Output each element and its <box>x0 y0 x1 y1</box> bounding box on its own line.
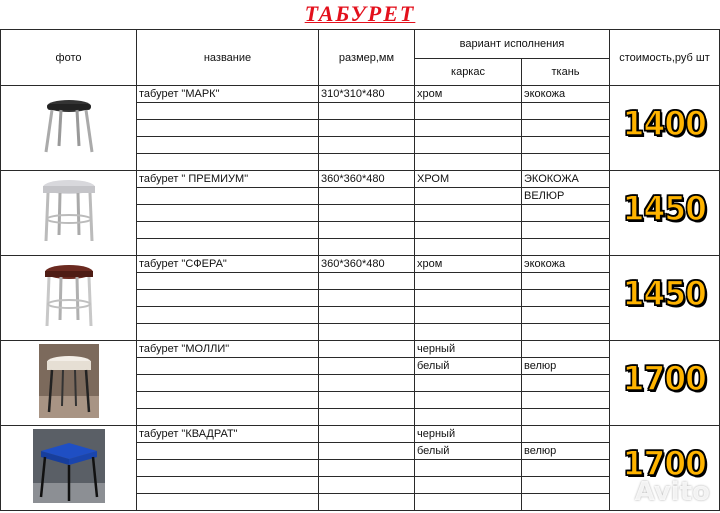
product-fabric-cell <box>522 103 610 120</box>
product-fabric-cell <box>522 307 610 324</box>
product-price-cell <box>610 256 720 341</box>
product-size-cell: 310*310*480 <box>319 86 415 103</box>
product-size-cell <box>319 120 415 137</box>
price-label: 1450 <box>622 189 707 229</box>
product-fabric-cell: ЭКОКОЖА <box>522 171 610 188</box>
product-fabric-cell <box>522 154 610 171</box>
product-size-cell <box>319 426 415 443</box>
product-name-cell <box>137 324 319 341</box>
product-fabric-cell <box>522 137 610 154</box>
product-size-cell <box>319 494 415 511</box>
product-size-cell <box>319 273 415 290</box>
product-frame-cell <box>415 239 522 256</box>
product-name-cell: табурет " ПРЕМИУМ" <box>137 171 319 188</box>
price-label: 1700 <box>622 444 707 484</box>
header-price: стоимость,руб шт <box>610 30 720 86</box>
product-photo <box>1 86 137 171</box>
product-size-cell <box>319 409 415 426</box>
product-frame-cell: черный <box>415 341 522 358</box>
product-fabric-cell <box>522 222 610 239</box>
product-fabric-cell <box>522 494 610 511</box>
product-name-cell <box>137 137 319 154</box>
product-size-cell <box>319 341 415 358</box>
product-fabric-cell <box>522 239 610 256</box>
product-fabric-cell <box>522 460 610 477</box>
product-size-cell <box>319 324 415 341</box>
product-photo <box>1 341 137 426</box>
product-name-cell <box>137 375 319 392</box>
product-name-cell <box>137 239 319 256</box>
product-name-cell <box>137 273 319 290</box>
stool-grey-seat-ring-icon <box>1 175 136 252</box>
product-frame-cell <box>415 477 522 494</box>
page-title: ТАБУРЕТ <box>304 1 416 26</box>
product-frame-cell <box>415 137 522 154</box>
product-size-cell <box>319 392 415 409</box>
product-name-cell: табурет "КВАДРАТ" <box>137 426 319 443</box>
price-label: 1700 <box>622 359 707 399</box>
product-fabric-cell <box>522 120 610 137</box>
product-fabric-cell: велюр <box>522 443 610 460</box>
product-size-cell <box>319 137 415 154</box>
header-frame: каркас <box>415 59 522 86</box>
product-frame-cell: белый <box>415 358 522 375</box>
product-frame-cell <box>415 154 522 171</box>
product-photo <box>1 426 137 511</box>
product-size-cell <box>319 239 415 256</box>
product-size-cell <box>319 443 415 460</box>
product-name-cell: табурет "СФЕРА" <box>137 256 319 273</box>
product-name-cell: табурет "МАРК" <box>137 86 319 103</box>
product-frame-cell <box>415 120 522 137</box>
product-name-cell <box>137 409 319 426</box>
product-size-cell <box>319 477 415 494</box>
product-size-cell <box>319 154 415 171</box>
product-name-cell <box>137 290 319 307</box>
product-frame-cell <box>415 307 522 324</box>
table-row <box>1 256 720 273</box>
product-fabric-cell: велюр <box>522 358 610 375</box>
product-name-cell <box>137 443 319 460</box>
product-frame-cell <box>415 494 522 511</box>
watermark: Avito <box>634 477 710 507</box>
table-row <box>1 171 720 188</box>
product-fabric-cell: экокожа <box>522 256 610 273</box>
product-frame-cell: ХРОМ <box>415 171 522 188</box>
product-photo <box>1 171 137 256</box>
product-name-cell <box>137 120 319 137</box>
header-row <box>1 30 720 59</box>
product-fabric-cell <box>522 273 610 290</box>
product-frame-cell: черный <box>415 426 522 443</box>
product-name-cell: табурет "МОЛЛИ" <box>137 341 319 358</box>
table-row <box>1 341 720 358</box>
product-size-cell: 360*360*480 <box>319 171 415 188</box>
stool-brown-seat-ring-icon <box>1 260 136 337</box>
product-name-cell <box>137 205 319 222</box>
product-size-cell <box>319 103 415 120</box>
price-label: 1400 <box>622 104 707 144</box>
product-fabric-cell <box>522 392 610 409</box>
product-size-cell <box>319 460 415 477</box>
stool-dark-seat-chrome-icon <box>1 94 136 163</box>
product-frame-cell <box>415 290 522 307</box>
product-fabric-cell <box>522 290 610 307</box>
header-fabric: ткань <box>522 59 610 86</box>
product-size-cell <box>319 358 415 375</box>
product-size-cell <box>319 222 415 239</box>
product-frame-cell <box>415 103 522 120</box>
product-name-cell <box>137 358 319 375</box>
product-fabric-cell <box>522 409 610 426</box>
product-size-cell <box>319 307 415 324</box>
product-size-cell <box>319 205 415 222</box>
table-row <box>1 426 720 443</box>
stool-blue-square-icon <box>1 429 136 508</box>
product-name-cell <box>137 188 319 205</box>
product-name-cell <box>137 222 319 239</box>
product-frame-cell <box>415 205 522 222</box>
product-size-cell <box>319 188 415 205</box>
product-photo <box>1 256 137 341</box>
header-variant: вариант исполнения <box>415 30 610 59</box>
product-frame-cell <box>415 324 522 341</box>
product-frame-cell: хром <box>415 256 522 273</box>
header-name: название <box>137 30 319 86</box>
product-frame-cell <box>415 222 522 239</box>
stool-white-velour-icon <box>1 344 136 423</box>
product-name-cell <box>137 154 319 171</box>
product-frame-cell <box>415 188 522 205</box>
product-name-cell <box>137 103 319 120</box>
product-fabric-cell: экокожа <box>522 86 610 103</box>
product-size-cell: 360*360*480 <box>319 256 415 273</box>
header-size: размер,мм <box>319 30 415 86</box>
product-fabric-cell <box>522 426 610 443</box>
product-name-cell <box>137 460 319 477</box>
product-fabric-cell <box>522 341 610 358</box>
table-row <box>1 86 720 103</box>
product-frame-cell: хром <box>415 86 522 103</box>
price-table <box>0 29 720 511</box>
product-size-cell <box>319 375 415 392</box>
product-price-cell <box>610 86 720 171</box>
product-fabric-cell <box>522 375 610 392</box>
product-fabric-cell: ВЕЛЮР <box>522 188 610 205</box>
product-frame-cell <box>415 375 522 392</box>
product-fabric-cell <box>522 324 610 341</box>
product-fabric-cell <box>522 205 610 222</box>
product-name-cell <box>137 477 319 494</box>
product-price-cell <box>610 171 720 256</box>
product-fabric-cell <box>522 477 610 494</box>
product-size-cell <box>319 290 415 307</box>
product-name-cell <box>137 392 319 409</box>
price-label: 1450 <box>622 274 707 314</box>
product-name-cell <box>137 494 319 511</box>
product-frame-cell <box>415 392 522 409</box>
product-frame-cell <box>415 273 522 290</box>
product-frame-cell <box>415 409 522 426</box>
product-price-cell <box>610 341 720 426</box>
product-frame-cell <box>415 460 522 477</box>
product-name-cell <box>137 307 319 324</box>
header-photo: фото <box>1 30 137 86</box>
product-frame-cell: белый <box>415 443 522 460</box>
